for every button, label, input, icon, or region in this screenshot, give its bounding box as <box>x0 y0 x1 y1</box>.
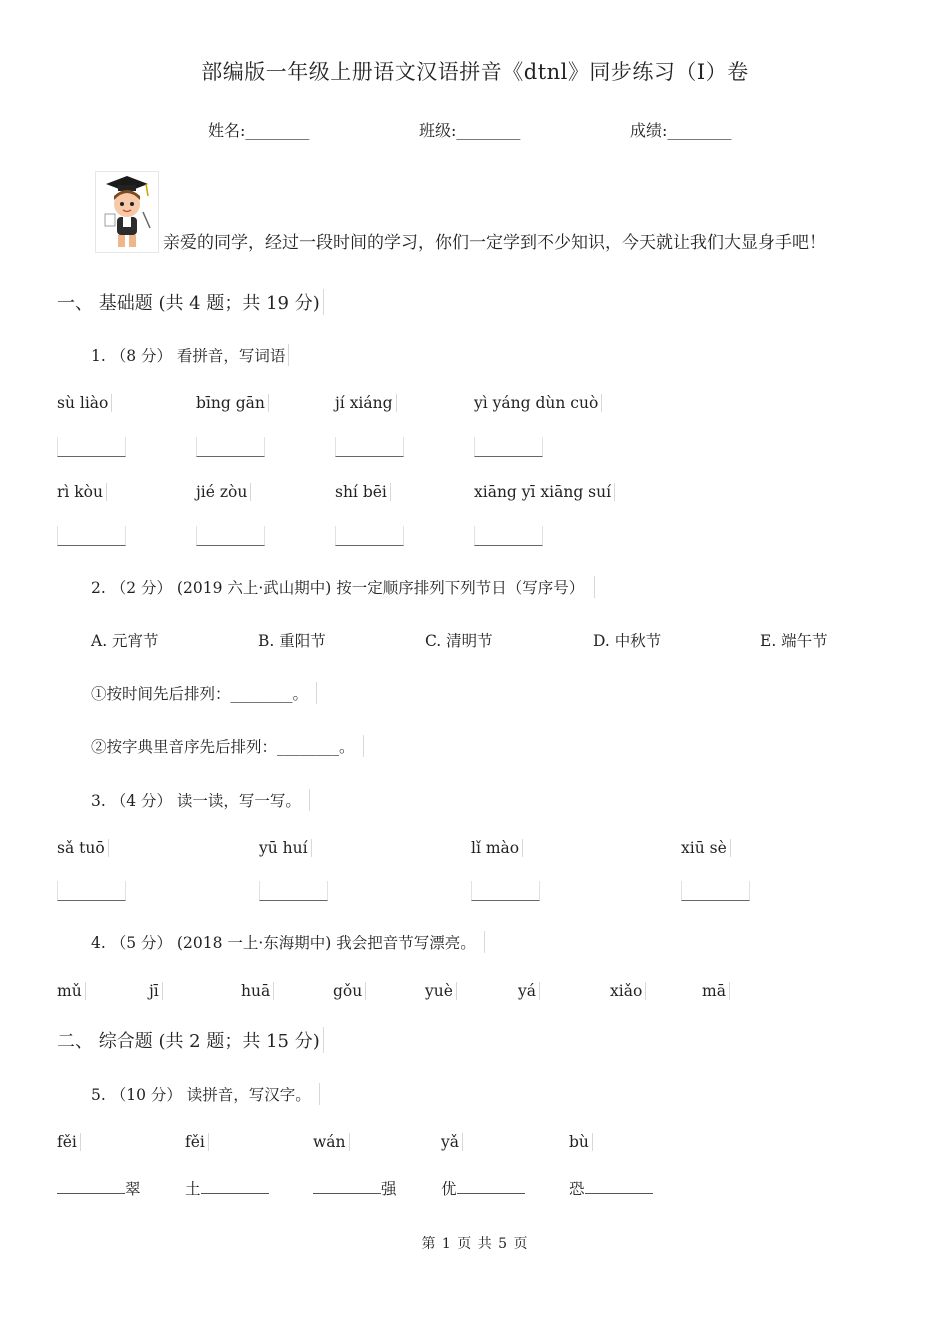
q3-answer-box[interactable] <box>471 881 540 901</box>
q5-pinyin: fěi <box>57 1133 81 1151</box>
q1-pinyin: jié zòu <box>196 483 251 501</box>
name-field-label: 姓名:________ <box>208 121 310 140</box>
q4-pinyin: xiǎo <box>610 982 646 1000</box>
q2-option: C. 清明节 <box>425 632 493 650</box>
q5-pinyin: fěi <box>185 1133 209 1151</box>
q5-pinyin: wán <box>313 1133 350 1151</box>
q4-pinyin: mā <box>702 982 730 1000</box>
q1-answer-box[interactable] <box>57 437 126 457</box>
question-4-stem: 4. （5 分） (2018 一上·东海期中) 我会把音节写漂亮。 <box>91 931 485 953</box>
q5-character: 强 <box>381 1180 397 1198</box>
q3-pinyin: yū huí <box>259 839 312 857</box>
q4-pinyin: mǔ <box>57 982 86 1000</box>
q3-answer-box[interactable] <box>57 881 126 901</box>
q1-pinyin: yì yáng dùn cuò <box>474 394 602 412</box>
question-5-stem: 5. （10 分） 读拼音，写汉字。 <box>91 1083 320 1105</box>
q3-pinyin: lǐ mào <box>471 839 523 857</box>
q2-option: E. 端午节 <box>760 632 828 650</box>
q2-sub-question-1[interactable]: ①按时间先后排列：________。 <box>91 682 317 704</box>
blank-line[interactable] <box>457 1177 525 1194</box>
section-1-heading: 一、 基础题 (共 4 题；共 19 分) <box>57 289 324 315</box>
q4-pinyin: jī <box>149 982 163 1000</box>
question-1-stem: 1. （8 分） 看拼音，写词语 <box>91 344 289 366</box>
greeting-text: 亲爱的同学，经过一段时间的学习，你们一定学到不少知识，今天就让我们大显身手吧！ <box>163 233 826 253</box>
q3-pinyin: sǎ tuō <box>57 839 109 857</box>
q5-pinyin: bù <box>569 1133 593 1151</box>
q5-fill-blank[interactable] <box>57 1177 141 1199</box>
q1-answer-box[interactable] <box>196 526 265 546</box>
blank-line[interactable] <box>201 1177 269 1194</box>
q1-pinyin: xiāng yī xiāng suí <box>474 483 615 501</box>
q5-fill-blank[interactable] <box>313 1177 397 1199</box>
q5-fill-blank[interactable] <box>185 1177 269 1199</box>
q2-option: B. 重阳节 <box>258 632 326 650</box>
q4-pinyin: yuè <box>425 982 457 1000</box>
q3-pinyin: xiū sè <box>681 839 731 857</box>
q1-answer-box[interactable] <box>335 526 404 546</box>
score-field-label: 成绩:________ <box>630 121 732 140</box>
q1-answer-box[interactable] <box>474 437 543 457</box>
student-mascot-icon <box>95 171 159 253</box>
question-3-stem: 3. （4 分） 读一读，写一写。 <box>91 789 310 811</box>
q1-answer-box[interactable] <box>196 437 265 457</box>
q1-pinyin: rì kòu <box>57 483 107 501</box>
q1-answer-box[interactable] <box>335 437 404 457</box>
q1-pinyin: jí xiáng <box>335 394 397 412</box>
q1-answer-box[interactable] <box>474 526 543 546</box>
q2-option: D. 中秋节 <box>593 632 662 650</box>
blank-line[interactable] <box>585 1177 653 1194</box>
page-footer: 第 1 页 共 5 页 <box>421 1236 529 1252</box>
page-title: 部编版一年级上册语文汉语拼音《dtnl》同步练习（I）卷 <box>201 60 749 84</box>
q4-pinyin: yá <box>518 982 540 1000</box>
q5-character: 翠 <box>125 1180 141 1198</box>
blank-line[interactable] <box>313 1177 381 1194</box>
q5-fill-blank[interactable] <box>441 1177 525 1199</box>
q5-character: 土 <box>185 1180 201 1198</box>
q2-sub-question-2[interactable]: ②按字典里音序先后排列：________。 <box>91 735 364 757</box>
q2-option: A. 元宵节 <box>91 632 159 650</box>
q3-answer-box[interactable] <box>259 881 328 901</box>
class-field-label: 班级:________ <box>419 121 521 140</box>
blank-line[interactable] <box>57 1177 125 1194</box>
q4-pinyin: gǒu <box>333 982 366 1000</box>
q1-pinyin: sù liào <box>57 394 112 412</box>
q5-character: 恐 <box>569 1180 585 1198</box>
q4-pinyin: huā <box>241 982 274 1000</box>
q3-answer-box[interactable] <box>681 881 750 901</box>
q5-character: 优 <box>441 1180 457 1198</box>
q5-fill-blank[interactable] <box>569 1177 653 1199</box>
q1-pinyin: bīng gān <box>196 394 269 412</box>
question-2-stem: 2. （2 分） (2019 六上·武山期中) 按一定顺序排列下列节日（写序号） <box>91 576 595 598</box>
q1-pinyin: shí bēi <box>335 483 391 501</box>
q1-answer-box[interactable] <box>57 526 126 546</box>
q5-pinyin: yǎ <box>441 1133 463 1151</box>
section-2-heading: 二、 综合题 (共 2 题；共 15 分) <box>57 1027 324 1053</box>
